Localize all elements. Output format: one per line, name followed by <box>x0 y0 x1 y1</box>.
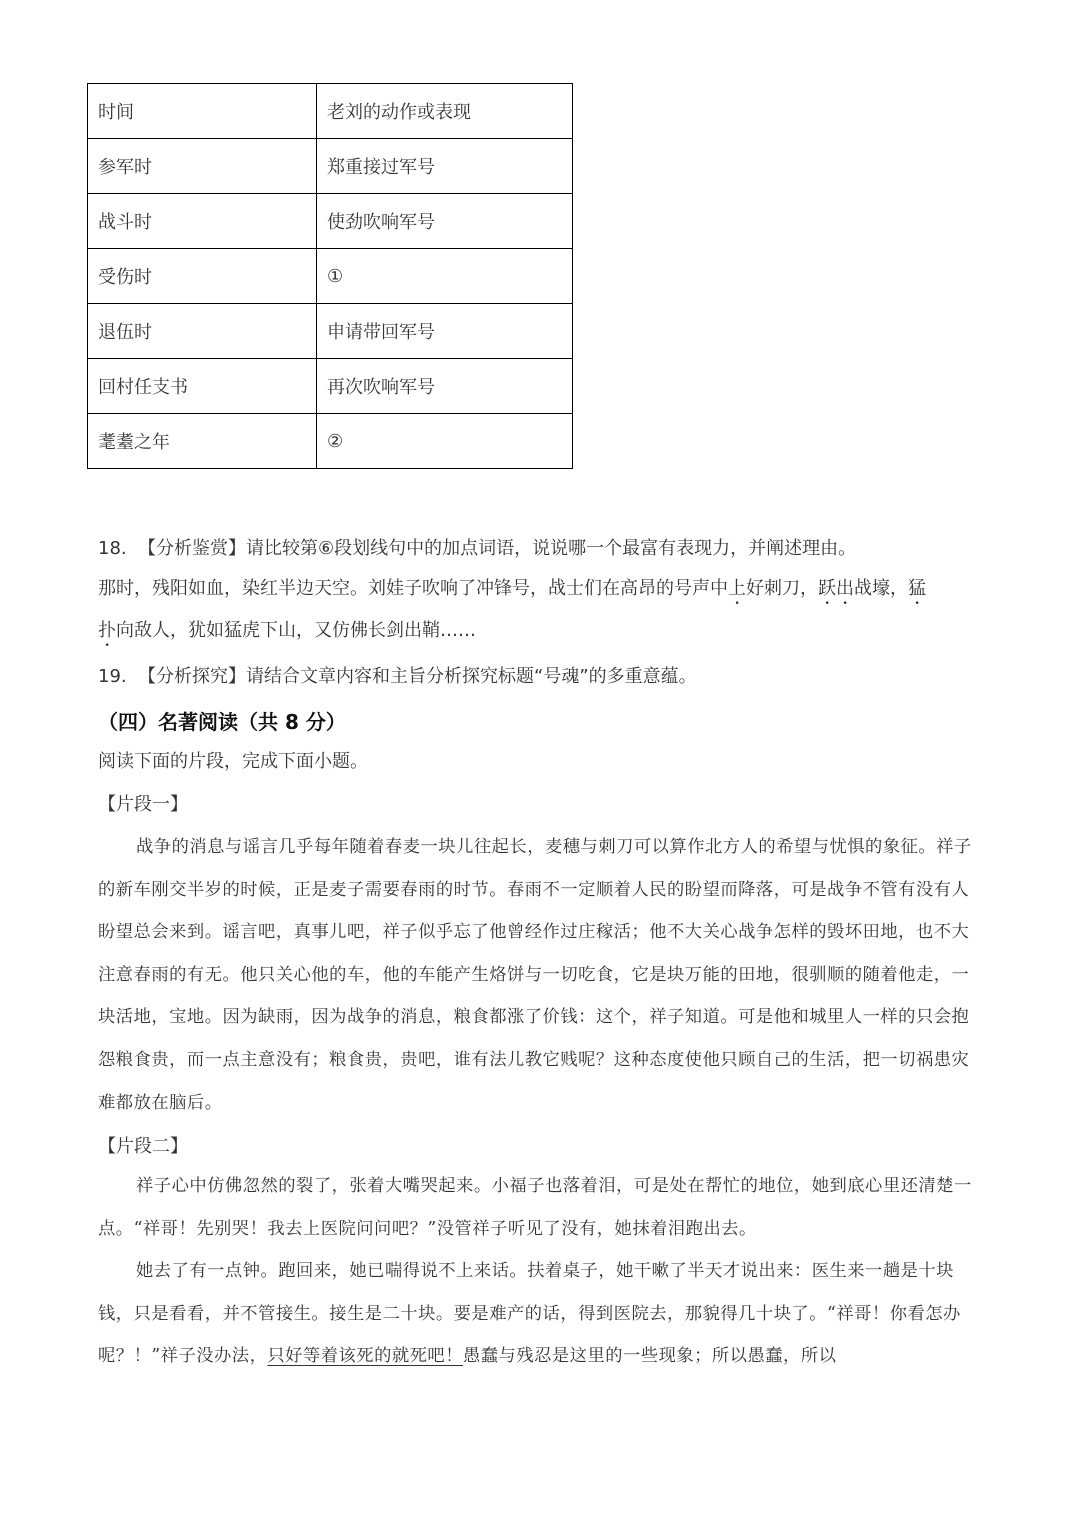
table-cell: 再次吹响军号 <box>317 359 573 414</box>
fragment-2-label: 【片段二】 <box>98 1136 188 1157</box>
table-cell: 使劲吹响军号 <box>317 194 573 249</box>
table-cell: 退伍时 <box>88 304 317 359</box>
underlined-sentence: 只好等着该死的就死吧！ <box>267 1346 463 1367</box>
para-text: 愚蠢与残忍是这里的一些现象；所以愚蠢，所以 <box>462 1346 837 1367</box>
para-text: 她去了有一点钟。跑回来，她已喘得说不上来话。扶着桌子，她干嗽了半天才说出来：医生来一趟是十块钱，只是看看，并不管接生。接生是二十块。要是难产的话，得到医院去，那貌得几十块了。“祥哥！你看怎办呢？！”祥子没办法， <box>98 1261 961 1367</box>
quote-line-2 <box>98 618 476 651</box>
section-title: （四）名著阅读（共 8 分） <box>98 710 346 734</box>
events-table <box>87 83 573 469</box>
question-18 <box>98 536 856 562</box>
table-header-row <box>88 84 573 139</box>
section-intro: 阅读下面的片段，完成下面小题。 <box>98 751 368 772</box>
table-cell: 郑重接过军号 <box>317 139 573 194</box>
dotted-word: 上 <box>728 578 746 599</box>
events-table-wrapper <box>87 83 573 469</box>
table-row <box>88 414 573 469</box>
table-cell: 受伤时 <box>88 249 317 304</box>
table-cell: 申请带回军号 <box>317 304 573 359</box>
dotted-word: 跃出 <box>818 578 854 599</box>
quote-line-1 <box>98 576 926 609</box>
quote-text: 战壕， <box>854 578 908 599</box>
table-cell: 参军时 <box>88 139 317 194</box>
question-number: 19. <box>98 666 127 687</box>
dotted-word: 猛 <box>908 578 926 599</box>
fragment-1-text: 战争的消息与谣言几乎每年随着春麦一块儿往起长，麦穗与刺刀可以算作北方人的希望与忧惧的象征。祥子的新车刚交半岁的时候，正是麦子需要春雨的时节。春雨不一定顺着人民的盼望而降落，可是战争不管有没有人盼望总会来到。谣言吧，真事儿吧，祥子似乎忘了他曾经作过庄稼活；他不大关心战争怎样的毁坏田地，也不大注意春雨的有无。他只关心他的车，他的车能产生烙饼与一切吃食，它是块万能的田地，很驯顺的随着他走，一块活地，宝地。因为缺雨，因为战争的消息，粮食都涨了价钱：这个，祥子知道。可是他和城里人一样的只会抱怨粮食贵，而一点主意没有；粮食贵，贵吧，谁有法儿教它贱呢？这种态度使他只顾自己的生活，把一切祸患灾难都放在脑后。 <box>98 837 972 1113</box>
table-row <box>88 359 573 414</box>
table-row <box>88 194 573 249</box>
table-cell: 战斗时 <box>88 194 317 249</box>
table-cell-blank-1: ① <box>317 249 573 304</box>
table-header-cell: 时间 <box>88 84 317 139</box>
dotted-word: 扑 <box>98 620 116 641</box>
table-cell-blank-2: ② <box>317 414 573 469</box>
fragment-2-para-1: 祥子心中仿佛忽然的裂了，张着大嘴哭起来。小福子也落着泪，可是处在帮忙的地位，她到底心里还清楚一点。“祥哥！先别哭！我去上医院问问吧？”没管祥子听见了没有，她抹着泪跑出去。 <box>98 1176 972 1239</box>
quote-text: 那时，残阳如血，染红半边天空。刘娃子吹响了冲锋号，战士们在高昂的号声中 <box>98 578 728 599</box>
table-cell: 耄耋之年 <box>88 414 317 469</box>
table-row <box>88 304 573 359</box>
question-19 <box>98 664 697 690</box>
quote-text: 向敌人，犹如猛虎下山，又仿佛长剑出鞘…… <box>116 620 476 641</box>
question-text: 【分析探究】请结合文章内容和主旨分析探究标题“号魂”的多重意蕴。 <box>138 666 697 687</box>
table-row <box>88 249 573 304</box>
fragment-1-label: 【片段一】 <box>98 794 188 815</box>
table-header-cell: 老刘的动作或表现 <box>317 84 573 139</box>
question-text: 【分析鉴赏】请比较第⑥段划线句中的加点词语，说说哪一个最富有表现力，并阐述理由。 <box>138 538 857 559</box>
question-number: 18. <box>98 538 127 559</box>
quote-text: 好刺刀， <box>746 578 818 599</box>
table-row <box>88 139 573 194</box>
table-cell: 回村任支书 <box>88 359 317 414</box>
fragment-2-para-2 <box>98 1250 980 1378</box>
